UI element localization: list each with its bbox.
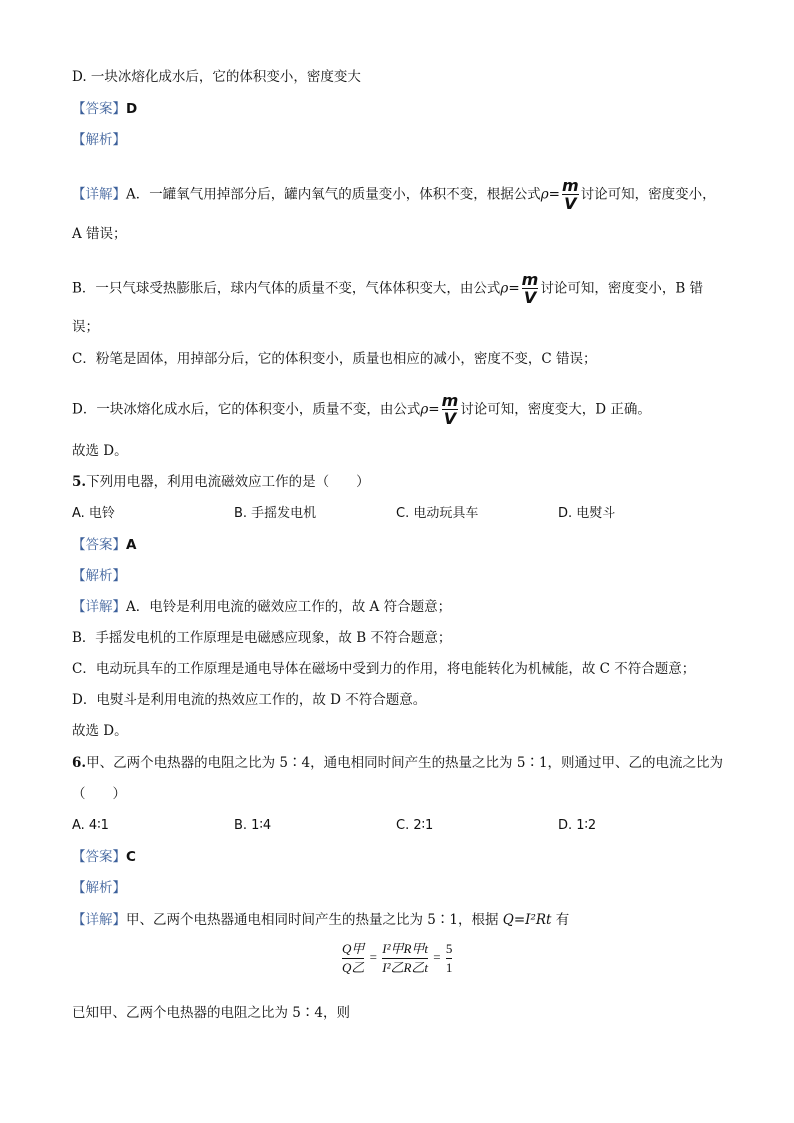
formula-rho: ρ= — [500, 280, 520, 297]
answer-value: D — [126, 101, 138, 117]
q5-analysis-label — [72, 567, 126, 585]
q5-option-a: A. 电铃 — [72, 506, 115, 521]
detail-b-pre: B．一只气球受热膨胀后，球内气体的质量不变，气体体积变大，由公式 — [72, 280, 501, 297]
frac-v: V — [562, 194, 579, 212]
q6-analysis-label — [72, 879, 126, 897]
eq-q-num: Q甲 — [342, 941, 365, 956]
q6-stem-tail: （ ） — [72, 786, 126, 802]
q4-choose: 故选 D。 — [72, 443, 128, 459]
answer-value: C — [126, 849, 136, 865]
q4-analysis-label — [72, 131, 126, 149]
eq-i-num: I²甲R甲t — [382, 941, 429, 956]
q4-detail-c: C．粉笔是固体，用掉部分后，它的体积变小，质量也相应的减小，密度不变，C 错误； — [72, 351, 597, 367]
analysis-label: 【解析】 — [72, 880, 126, 896]
q6-answer — [72, 848, 136, 866]
q4-detail-a — [72, 178, 716, 212]
q6-equation — [340, 940, 454, 977]
q5-detail-d: D．电熨斗是利用电流的热效应工作的，故 D 不符合题意。 — [72, 692, 427, 708]
answer-label: 【答案】 — [72, 849, 126, 865]
eq-q-den: Q乙 — [342, 960, 365, 975]
answer-value: A — [126, 537, 137, 553]
q6-detail-1-pre: 甲、乙两个电热器通电相同时间产生的热量之比为 5∶1，根据 — [126, 912, 503, 928]
frac-m: m — [562, 176, 579, 195]
q6-option-c: C. 2∶1 — [396, 818, 434, 833]
eq-i-den: I²乙R乙t — [382, 960, 429, 975]
q6-option-b: B. 1∶4 — [234, 818, 272, 833]
frac-m: m — [521, 270, 539, 289]
eq-r-num: 5 — [445, 941, 453, 956]
q5-number: 5. — [72, 474, 87, 490]
q6-option-a: A. 4∶1 — [72, 818, 109, 833]
q6-stem-text: 甲、乙两个电热器的电阻之比为 5∶4，通电相同时间产生的热量之比为 5∶1，则通过甲、乙的电流之比为 — [86, 755, 724, 771]
q5-detail-c: C．电动玩具车的工作原理是通电导体在磁场中受到力的作用，将电能转化为机械能，故 C 不符合题意； — [72, 661, 696, 677]
q5-stem — [72, 473, 370, 491]
q4-detail-b-tail: 误； — [72, 319, 99, 335]
q6-detail-2: 已知甲、乙两个电热器的电阻之比为 5∶4，则 — [72, 1005, 350, 1021]
detail-label: 【详解】 — [72, 912, 126, 928]
frac-v: V — [522, 288, 539, 306]
detail-label: 【详解】 — [72, 186, 126, 203]
formula-rho: ρ= — [420, 401, 440, 418]
detail-b-post: 讨论可知，密度变小，B 错 — [540, 280, 704, 297]
q4-answer — [72, 100, 137, 118]
q6-detail-1 — [72, 911, 569, 929]
q5-stem-text: 下列用电器，利用电流磁效应工作的是（ ） — [86, 474, 370, 490]
formula-rho: ρ= — [540, 186, 560, 203]
q4-detail-d — [72, 393, 651, 427]
q6-joule-formula: Q=I²Rt — [502, 912, 552, 928]
q5-detail-b: B．手摇发电机的工作原理是电磁感应现象，故 B 不符合题意； — [72, 630, 452, 646]
q6-stem — [72, 754, 723, 772]
q6-option-d: D. 1∶2 — [558, 818, 597, 833]
analysis-label: 【解析】 — [72, 132, 126, 148]
q5-options — [72, 505, 720, 523]
frac-v: V — [442, 409, 459, 427]
frac-m: m — [441, 391, 459, 410]
answer-label: 【答案】 — [72, 537, 126, 553]
q5-detail-a — [72, 598, 451, 616]
detail-label: 【详解】 — [72, 599, 126, 615]
q5-option-d: D. 电熨斗 — [558, 506, 616, 521]
q4-detail-a-tail: A 错误； — [72, 226, 127, 242]
eq-i-fraction — [382, 940, 428, 977]
q5-detail-a-text: A．电铃是利用电流的磁效应工作的，故 A 符合题意； — [126, 599, 452, 615]
q6-options — [72, 817, 720, 835]
analysis-label: 【解析】 — [72, 568, 126, 584]
q5-answer — [72, 536, 136, 554]
q4-detail-b — [72, 272, 703, 306]
q6-detail-1-post: 有 — [551, 912, 570, 928]
density-fraction — [442, 393, 459, 427]
eq-equals-1: = — [369, 949, 377, 965]
detail-d-pre: D．一块冰熔化成水后，它的体积变小，质量不变，由公式 — [72, 401, 421, 418]
answer-label: 【答案】 — [72, 101, 126, 117]
detail-a-pre: A．一罐氧气用掉部分后，罐内氧气的质量变小，体积不变，根据公式 — [126, 186, 541, 203]
eq-equals-2: = — [433, 949, 441, 965]
q4-option-d: D. 一块冰熔化成水后，它的体积变小，密度变大 — [72, 69, 361, 85]
q5-choose: 故选 D。 — [72, 723, 128, 739]
detail-d-post: 讨论可知，密度变大，D 正确。 — [460, 401, 651, 418]
detail-a-post: 讨论可知，密度变小， — [580, 186, 716, 203]
density-fraction — [562, 178, 579, 212]
eq-q-fraction — [342, 940, 364, 977]
q6-number: 6. — [72, 755, 87, 771]
q5-option-b: B. 手摇发电机 — [234, 506, 317, 521]
density-fraction — [522, 272, 539, 306]
eq-ratio-fraction — [446, 940, 453, 977]
q5-option-c: C. 电动玩具车 — [396, 506, 479, 521]
eq-r-den: 1 — [445, 960, 453, 975]
